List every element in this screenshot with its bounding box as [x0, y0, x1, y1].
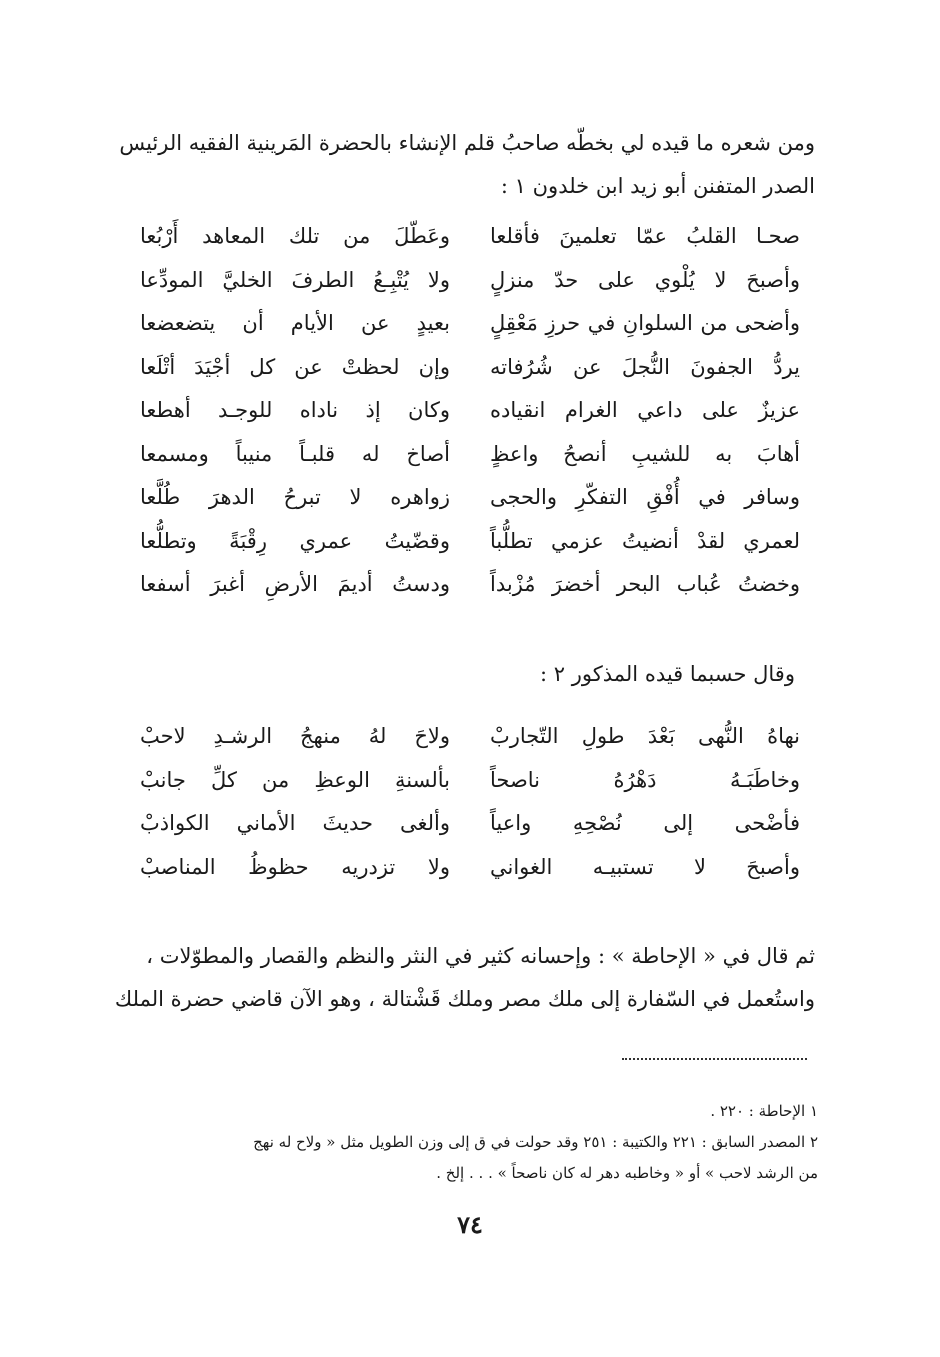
first-hemistich: وسافر في أُفْقِ التفكّرِ والحجى — [490, 485, 800, 509]
footnote-separator — [622, 1058, 807, 1060]
first-hemistich: عزيزٌ على داعي الغرام انقياده — [490, 398, 800, 422]
verse — [140, 224, 800, 268]
closing-paragraph — [115, 935, 815, 1021]
second-hemistich: ولا تزدريه حظوظُ المناصبْ — [140, 854, 450, 879]
second-hemistich: زواهره لا تبرحُ الدهرَ طُلَّعا — [140, 485, 450, 509]
verse — [140, 442, 800, 486]
verse — [140, 811, 800, 855]
poem-2 — [140, 724, 800, 898]
first-hemistich: وخاطَبَـهُ دَهْرُهُ ناصحاً — [490, 767, 800, 792]
verse — [140, 529, 800, 573]
first-hemistich: فأضْحى إلى نُصْحِهِ واعياً — [490, 811, 800, 835]
second-hemistich: وإن لحظتْ عن كل أجْيَدَ أتْلَعا — [140, 354, 450, 379]
verse — [140, 311, 800, 355]
page-number: ٧٤ — [457, 1210, 483, 1239]
second-hemistich: بعيدٍ عن الأيام أن يتضعضعا — [140, 311, 450, 335]
second-hemistich: وكان إذ ناداه للوجـد أهطعا — [140, 398, 450, 422]
second-hemistich: أصاخ له قلبـاً منيباً ومسمعا — [140, 441, 450, 466]
verse — [140, 724, 800, 768]
intro-paragraph — [115, 122, 815, 208]
second-hemistich: وعَطّلَ من تلك المعاهد أَرْبُعا — [140, 224, 450, 248]
first-hemistich: لعمري لقدْ أنضيتُ عزمي تطلُّباً — [490, 528, 800, 553]
footnote-2: ٢ المصدر السابق : ٢٢١ والكتيبة : ٢٥١ وقد حولت في ق إلى وزن الطويل مثل « ولاح له نهج — [253, 1133, 818, 1151]
intro-line-1: ومن شعره ما قيده لي بخطّه صاحبُ قلم الإنشاء بالحضرة المَرينية الفقيه الرئيس — [119, 131, 815, 155]
footnote-1: ١ الإحاطة : ٢٢٠ . — [710, 1102, 818, 1120]
verse — [140, 855, 800, 899]
verse — [140, 355, 800, 399]
closing-line-2: واستُعمل في السّفارة إلى ملك مصر وملك قَشْتالة ، وهو الآن قاضي حضرة الملك — [114, 987, 815, 1011]
second-hemistich: ولاحَ لهُ منهجُ الرشـدِ لاحبْ — [140, 724, 450, 748]
second-hemistich: ولا يُتْبِـعُ الطرفَ الخليَّ المودِّعا — [140, 267, 450, 292]
second-hemistich: ودستُ أديمَ الأرضِ أغبرَ أسفعا — [140, 572, 450, 596]
second-hemistich: وألغى حديثَ الأماني الكواذبْ — [140, 811, 450, 835]
second-hemistich: وقضّيتُ عمري رِقْبَةً وتطلُّعا — [140, 528, 450, 553]
first-hemistich: وأصبحَ لا تستبيـه الغواني — [490, 854, 800, 879]
intro-line-2: الصدر المتفنن أبو زيد ابن خلدون ١ : — [500, 174, 815, 198]
verse — [140, 572, 800, 616]
first-hemistich: أهابَ به للشيبِ أنصحُ واعظٍ — [490, 441, 800, 466]
first-hemistich: وأضحى من السلوانِ في حرزِ مَعْقِلٍ — [490, 311, 800, 335]
first-hemistich: وأصبحَ لا يُلْوي على حدّ منزلٍ — [490, 267, 800, 292]
second-hemistich: بألسنةِ الوعظِ من كلِّ جانبْ — [140, 767, 450, 792]
verse — [140, 485, 800, 529]
verse — [140, 768, 800, 812]
footnote-2-continued: من الرشد لاحب » أو « وخاطبه دهر له كان ناصحاً » . . . إلخ . — [436, 1164, 818, 1182]
poem-1 — [140, 224, 800, 616]
closing-line-1: ثم قال في « الإحاطة » : وإحسانه كثير في النثر والنظم والقصار والمطوّلات ، — [146, 944, 815, 968]
first-hemistich: صحـا القلبُ عمّا تعلمينَ فأقلعا — [490, 224, 800, 248]
first-hemistich: وخضتُ عُباب البحر أخضرَ مُزْبداً — [490, 572, 800, 596]
poem-2-intro: وقال حسبما قيده المذكور ٢ : — [540, 662, 795, 686]
first-hemistich: نهاهُ النُّهى بَعْدَ طولِ التّجاربْ — [490, 724, 800, 748]
first-hemistich: يردُّ الجفونَ النُّجلَ عن شُرُفاته — [490, 354, 800, 379]
verse — [140, 398, 800, 442]
verse — [140, 268, 800, 312]
footnotes — [118, 1096, 818, 1189]
